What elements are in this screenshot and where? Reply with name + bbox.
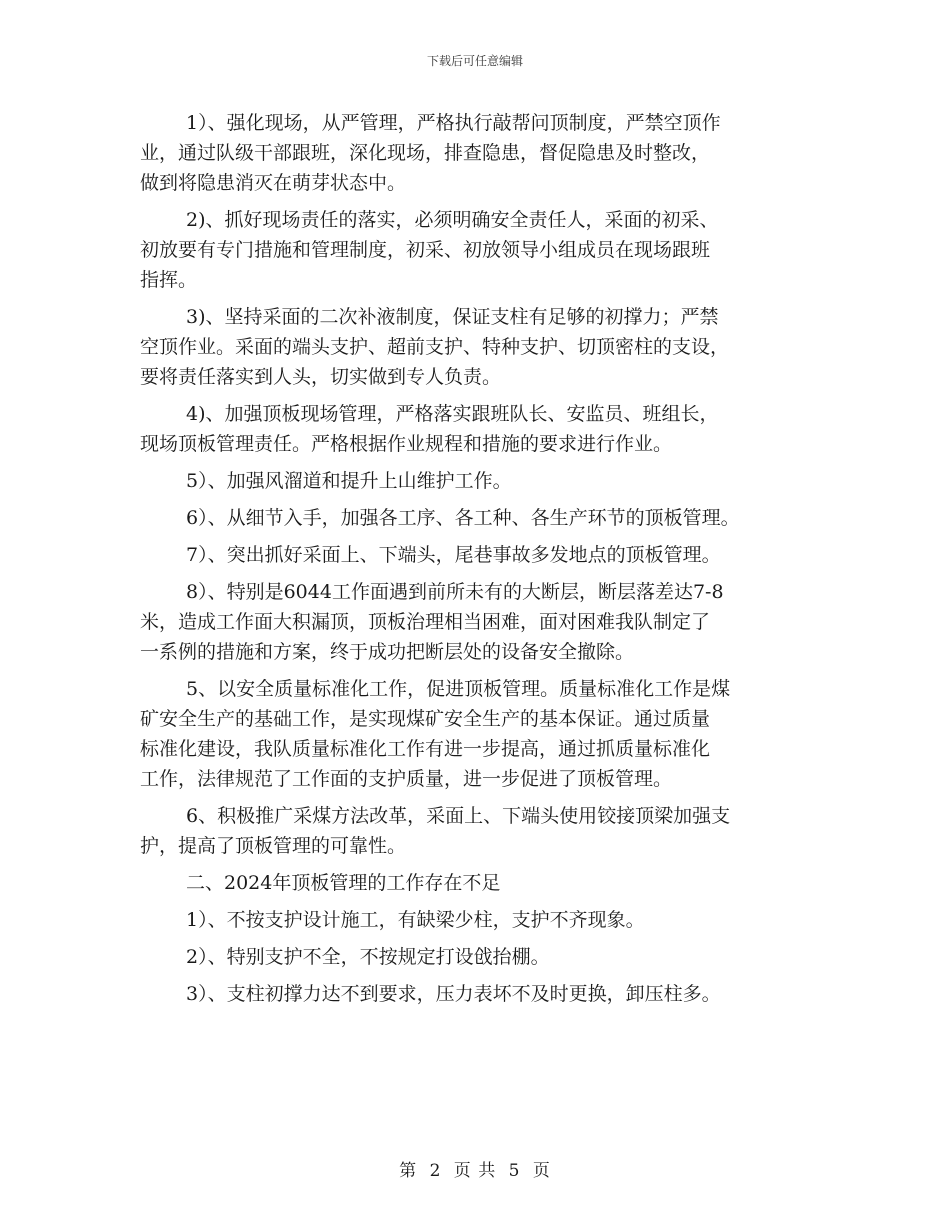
document-body (140, 108, 820, 1016)
paragraph-line: 一系例的措施和方案，终于成功把断层处的设备安全撤除。 (140, 641, 635, 663)
paragraph-line: 工作，法律规范了工作面的支护质量，进一步促进了顶板管理。 (140, 768, 673, 790)
paragraph-line: 1）、强化现场，从严管理，严格执行敲帮问顶制度，严禁空顶作 (186, 112, 721, 134)
paragraph (140, 674, 820, 794)
paragraph (140, 868, 820, 898)
paragraph-line: 2)、抓好现场责任的落实，必须明确安全责任人，采面的初采、 (186, 209, 719, 231)
paragraph-line: 5）、加强风溜道和提升上山维护工作。 (186, 470, 512, 492)
footer-middle: 页 共 (453, 1161, 497, 1181)
footer-page-number: 2 (429, 1161, 442, 1181)
paragraph-line: 6）、从细节入手，加强各工序、各工种、各生产环节的顶板管理。 (186, 507, 740, 529)
page-footer (0, 1156, 950, 1181)
paragraph-line: 现场顶板管理责任。严格根据作业规程和措施的要求进行作业。 (140, 433, 673, 455)
paragraph-line: 2）、特别支护不全，不按规定打设戗抬棚。 (186, 946, 550, 968)
paragraph (140, 577, 820, 667)
paragraph-line: 3）、支柱初撑力达不到要求，压力表坏不及时更换，卸压柱多。 (186, 983, 721, 1005)
paragraph (140, 302, 820, 392)
paragraph-line: 矿安全生产的基础工作，是实现煤矿安全生产的基本保证。通过质量 (140, 708, 711, 730)
paragraph (140, 905, 820, 935)
paragraph-line: 7）、突出抓好采面上、下端头，尾巷事故多发地点的顶板管理。 (186, 544, 721, 566)
paragraph (140, 942, 820, 972)
paragraph-line: 初放要有专门措施和管理制度，初采、初放领导小组成员在现场跟班 (140, 239, 711, 261)
paragraph (140, 108, 820, 198)
paragraph-line: 做到将隐患消灭在萌芽状态中。 (140, 172, 407, 194)
paragraph-line: 指挥。 (140, 269, 198, 291)
page-header: 下载后可任意编辑 (426, 54, 523, 68)
paragraph-line: 3)、坚持采面的二次补液制度，保证支柱有足够的初撑力；严禁 (186, 306, 719, 328)
paragraph-line: 空顶作业。采面的端头支护、超前支护、特种支护、切顶密柱的支设， (140, 336, 730, 358)
paragraph-line: 1）、不按支护设计施工，有缺梁少柱，支护不齐现象。 (186, 909, 645, 931)
paragraph-line: 护，提高了顶板管理的可靠性。 (140, 835, 407, 857)
paragraph-line: 要将责任落实到人头，切实做到专人负责。 (140, 366, 502, 388)
paragraph-line: 6、积极推广采煤方法改革，采面上、下端头使用铰接顶梁加强支 (186, 805, 731, 827)
paragraph-line: 米，造成工作面大积漏顶，顶板治理相当困难，面对困难我队制定了 (140, 611, 711, 633)
footer-prefix: 第 (399, 1161, 418, 1181)
paragraph (140, 466, 820, 496)
footer-total-pages: 5 (508, 1161, 521, 1181)
paragraph-line: 8）、特别是6044工作面遇到前所未有的大断层，断层落差达7-8 (186, 581, 724, 603)
paragraph (140, 979, 820, 1009)
paragraph-line: 5、以安全质量标准化工作，促进顶板管理。质量标准化工作是煤 (186, 678, 731, 700)
paragraph (140, 503, 820, 533)
paragraph-line: 二、2024年顶板管理的工作存在不足 (186, 872, 501, 894)
paragraph-line: 标准化建设，我队质量标准化工作有进一步提高，通过抓质量标准化 (140, 738, 711, 760)
footer-suffix: 页 (532, 1161, 551, 1181)
paragraph (140, 205, 820, 295)
paragraph (140, 801, 820, 861)
paragraph-line: 业，通过队级干部跟班，深化现场，排查隐患，督促隐患及时整改， (140, 142, 711, 164)
paragraph (140, 399, 820, 459)
paragraph (140, 540, 820, 570)
paragraph-line: 4)、加强顶板现场管理，严格落实跟班队长、安监员、班组长， (186, 403, 719, 425)
